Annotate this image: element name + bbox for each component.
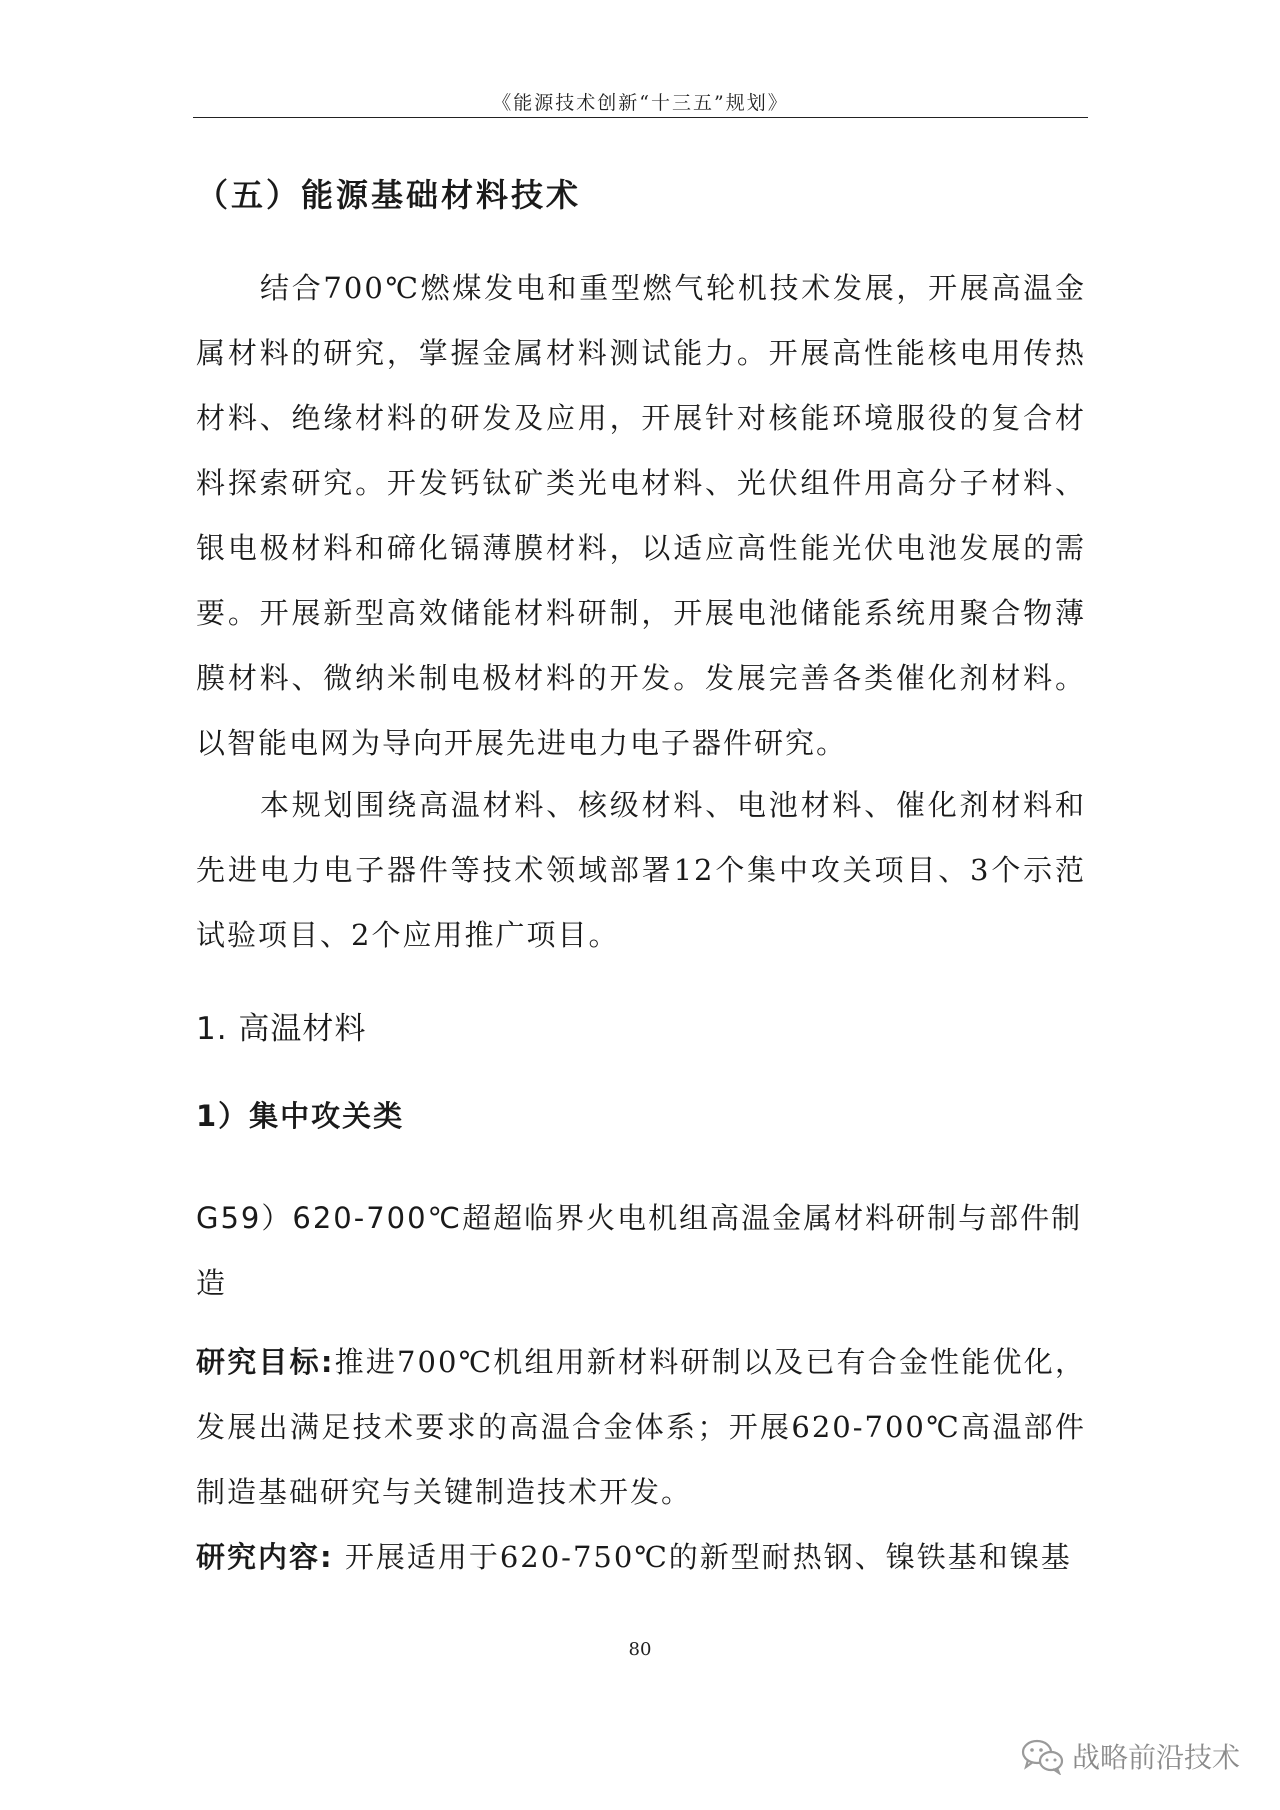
running-header: 《能源技术创新“十三五”规划》 (492, 92, 789, 114)
section-heading: （五）能源基础材料技术 (196, 176, 582, 214)
header-rule (193, 117, 1088, 118)
research-content (196, 1525, 1086, 1590)
category-heading: 1）集中攻关类 (196, 1099, 405, 1133)
project-title: G59）620-700℃超超临界火电机组高温金属材料研制与部件制造 (196, 1201, 1083, 1300)
page-number: 80 (628, 1639, 652, 1660)
body-paragraph-2: 本规划围绕高温材料、核级材料、电池材料、催化剂材料和先进电力电子器件等技术领域部署12个集中攻关项目、3个示范试验项目、2个应用推广项目。 (196, 788, 1086, 952)
research-goal-label: 研究目标: (196, 1345, 335, 1379)
body-paragraph-1: 结合700℃燃煤发电和重型燃气轮机技术发展，开展高温金属材料的研究，掌握金属材料测试能力。开展高性能核电用传热材料、绝缘材料的研发及应用，开展针对核能环境服役的复合材料探索研究。开发钙钛矿类光电材料、光伏组件用高分子材料、银电极材料和碲化镉薄膜材料，以适应高性能光伏电池发展的需要。开展新型高效储能材料研制，开展电池储能系统用聚合物薄膜材料、微纳米制电极材料的开发。发展完善各类催化剂材料。以智能电网为导向开展先进电力电子器件研究。 (196, 271, 1086, 760)
watermark-text: 战略前沿技术 (1071, 1741, 1240, 1774)
watermark (1020, 1736, 1240, 1776)
research-content-label: 研究内容: (196, 1540, 334, 1574)
subsection-heading: 1. 高温材料 (196, 1011, 367, 1047)
research-goal (196, 1330, 1086, 1525)
research-goal-text: 推进700℃机组用新材料研制以及已有合金性能优化，发展出满足技术要求的高温合金体系；开展620-700℃高温部件制造基础研究与关键制造技术开发。 (196, 1345, 1086, 1509)
wechat-icon (1020, 1737, 1064, 1775)
research-content-text: 开展适用于620-750℃的新型耐热钢、镍铁基和镍基 (333, 1540, 1072, 1574)
